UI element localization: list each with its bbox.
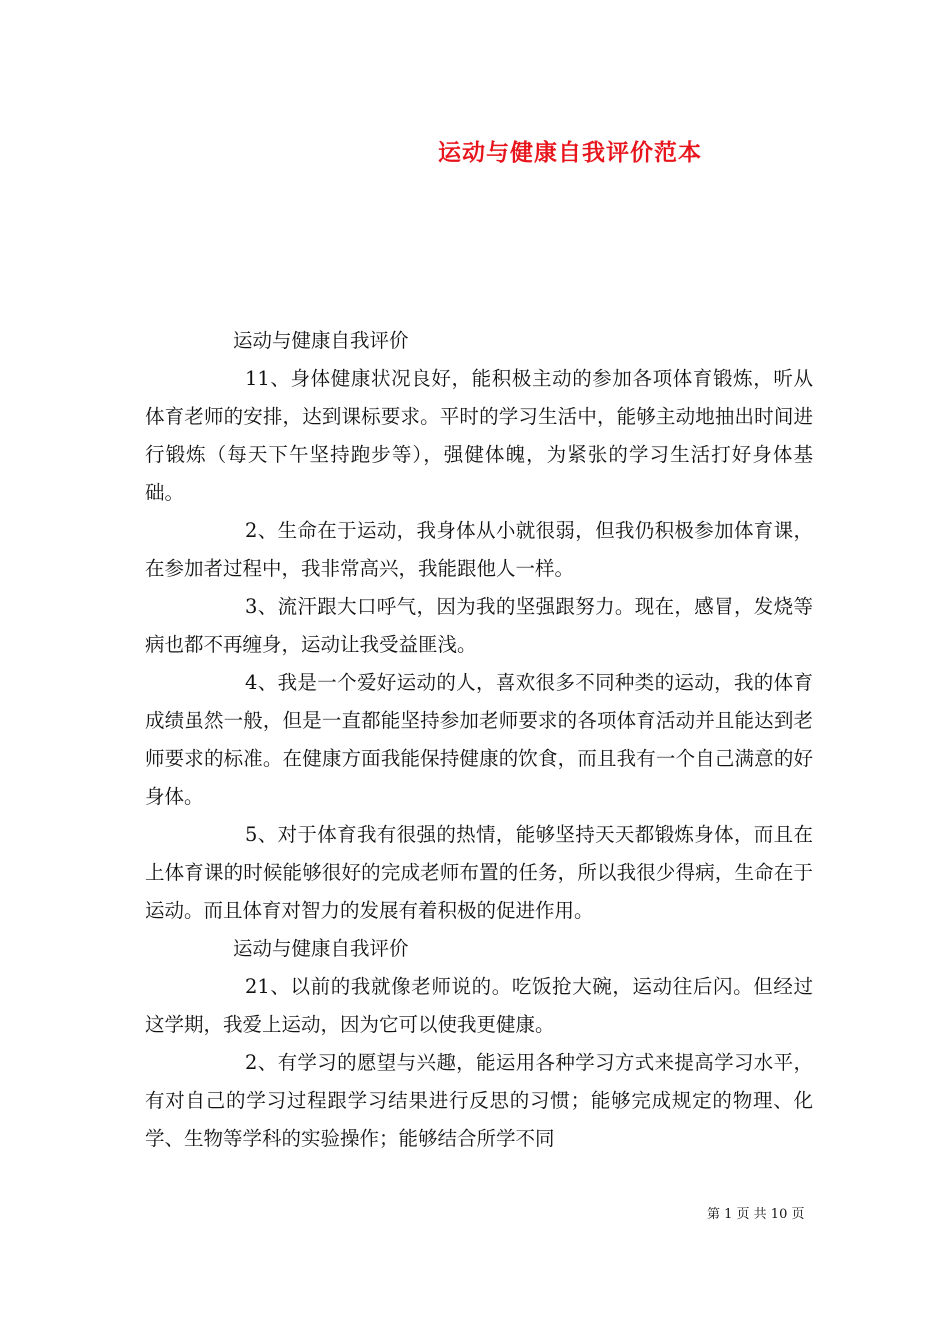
paragraph: 21、以前的我就像老师说的。吃饭抢大碗，运动往后闪。但经过这学期，我爱上运动，因为它可以使我更健康。 [145, 975, 813, 1036]
page-title: 运动与健康自我评价范本 [438, 139, 702, 166]
paragraph: 2、有学习的愿望与兴趣，能运用各种学习方式来提高学习水平，有对自己的学习过程跟学习结果进行反思的习惯；能够完成规定的物理、化学、生物等学科的实验操作；能够结合所学不同 [145, 1051, 813, 1150]
section-heading: 运动与健康自我评价 [233, 937, 409, 960]
paragraph: 11、身体健康状况良好，能积极主动的参加各项体育锻炼，听从体育老师的安排，达到课标要求。平时的学习生活中，能够主动地抽出时间进行锻炼（每天下午坚持跑步等），强健体魄，为紧张的学习生活打好身体基础。 [145, 367, 813, 504]
paragraph: 3、流汗跟大口呼气，因为我的坚强跟努力。现在，感冒，发烧等病也都不再缠身，运动让我受益匪浅。 [145, 595, 813, 656]
page-number-footer: 第 1 页 共 10 页 [707, 1207, 805, 1222]
document-body [145, 322, 813, 1158]
paragraph: 2、生命在于运动，我身体从小就很弱，但我仍积极参加体育课，在参加者过程中，我非常高兴，我能跟他人一样。 [145, 519, 813, 580]
section-heading: 运动与健康自我评价 [233, 329, 409, 352]
paragraph: 4、我是一个爱好运动的人，喜欢很多不同种类的运动，我的体育成绩虽然一般，但是一直都能坚持参加老师要求的各项体育活动并且能达到老师要求的标准。在健康方面我能保持健康的饮食，而且我有一个自己满意的好身体。 [145, 671, 813, 808]
paragraph: 5、对于体育我有很强的热情，能够坚持天天都锻炼身体，而且在上体育课的时候能够很好的完成老师布置的任务，所以我很少得病，生命在于运动。而且体育对智力的发展有着积极的促进作用。 [145, 823, 813, 922]
